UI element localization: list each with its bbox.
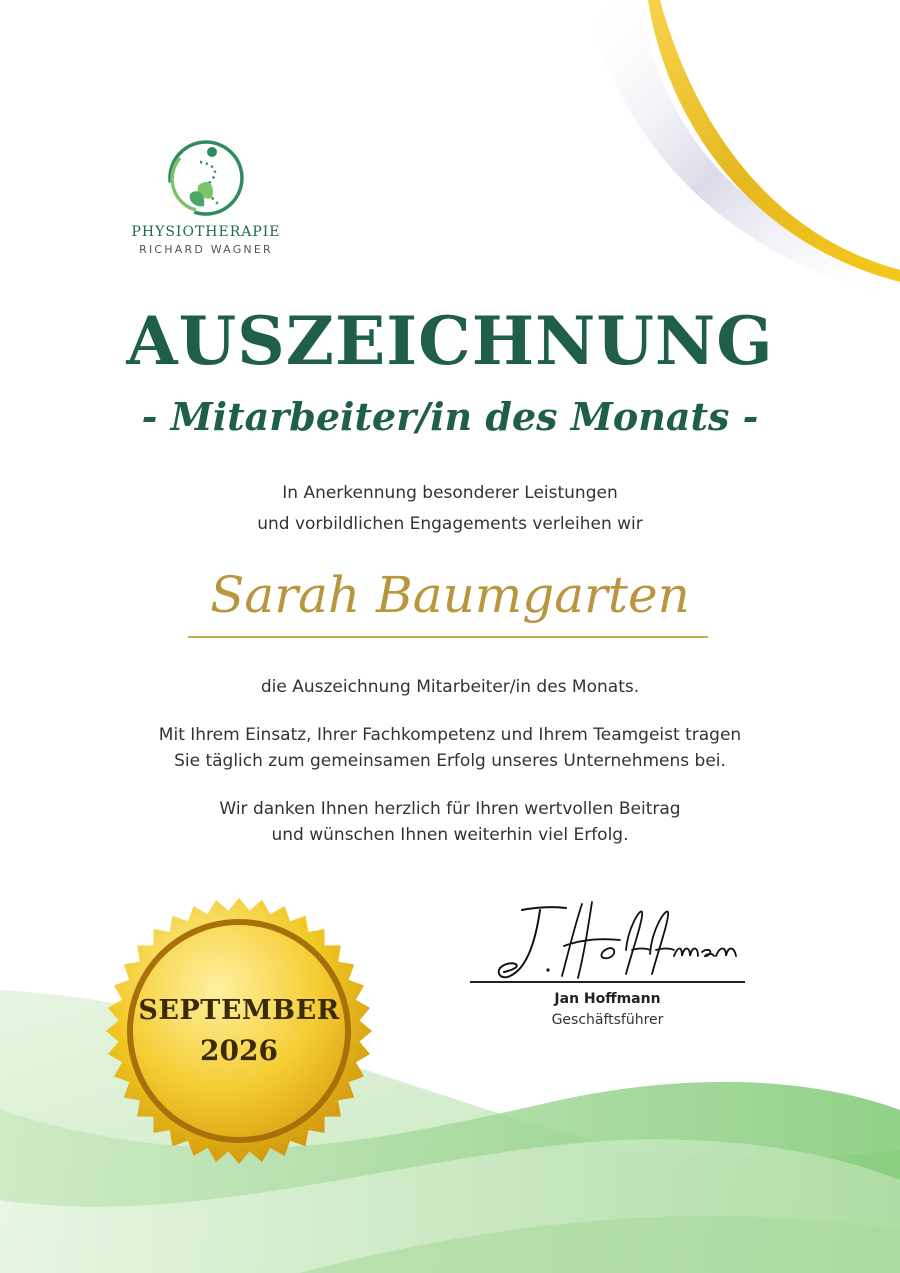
logo-name: PHYSIOTHERAPIE (131, 224, 281, 240)
signature-line (470, 981, 745, 983)
intro-text (0, 478, 900, 540)
certificate-subtitle: - Mitarbeiter/in des Monats - (141, 394, 759, 439)
company-logo (126, 138, 286, 256)
seal-month: SEPTEMBER (138, 995, 340, 1026)
award-line (0, 674, 900, 700)
paragraph-2 (0, 796, 900, 848)
paragraph-line: und wünschen Ihnen weiterhin viel Erfolg. (271, 825, 629, 845)
physio-figure-leaf-icon (166, 138, 246, 220)
recipient-underline (188, 636, 708, 638)
logo-owner: RICHARD WAGNER (139, 243, 273, 256)
seal-date (104, 995, 374, 1067)
paragraph-line: Wir danken Ihnen herzlich für Ihren wertvollen Beitrag (219, 799, 681, 819)
signatory-name: Jan Hoffmann (554, 991, 661, 1007)
award-text: die Auszeichnung Mitarbeiter/in des Monats. (260, 677, 640, 697)
handwritten-signature (470, 898, 745, 984)
paragraph-line: Sie täglich zum gemeinsamen Erfolg unseres Unternehmens bei. (174, 751, 726, 771)
paragraph-1 (0, 722, 900, 774)
recipient-name: Sarah Baumgarten (210, 566, 690, 624)
certificate-title: AUSZEICHNUNG (126, 302, 774, 380)
seal-year: 2026 (200, 1034, 278, 1067)
signatory-role: Geschäftsführer (551, 1012, 664, 1028)
intro-line: und vorbildlichen Engagements verleihen wir (257, 514, 643, 534)
paragraph-line: Mit Ihrem Einsatz, Ihrer Fachkompetenz und Ihrem Teamgeist tragen (158, 725, 742, 745)
intro-line: In Anerkennung besonderer Leistungen (282, 483, 618, 503)
